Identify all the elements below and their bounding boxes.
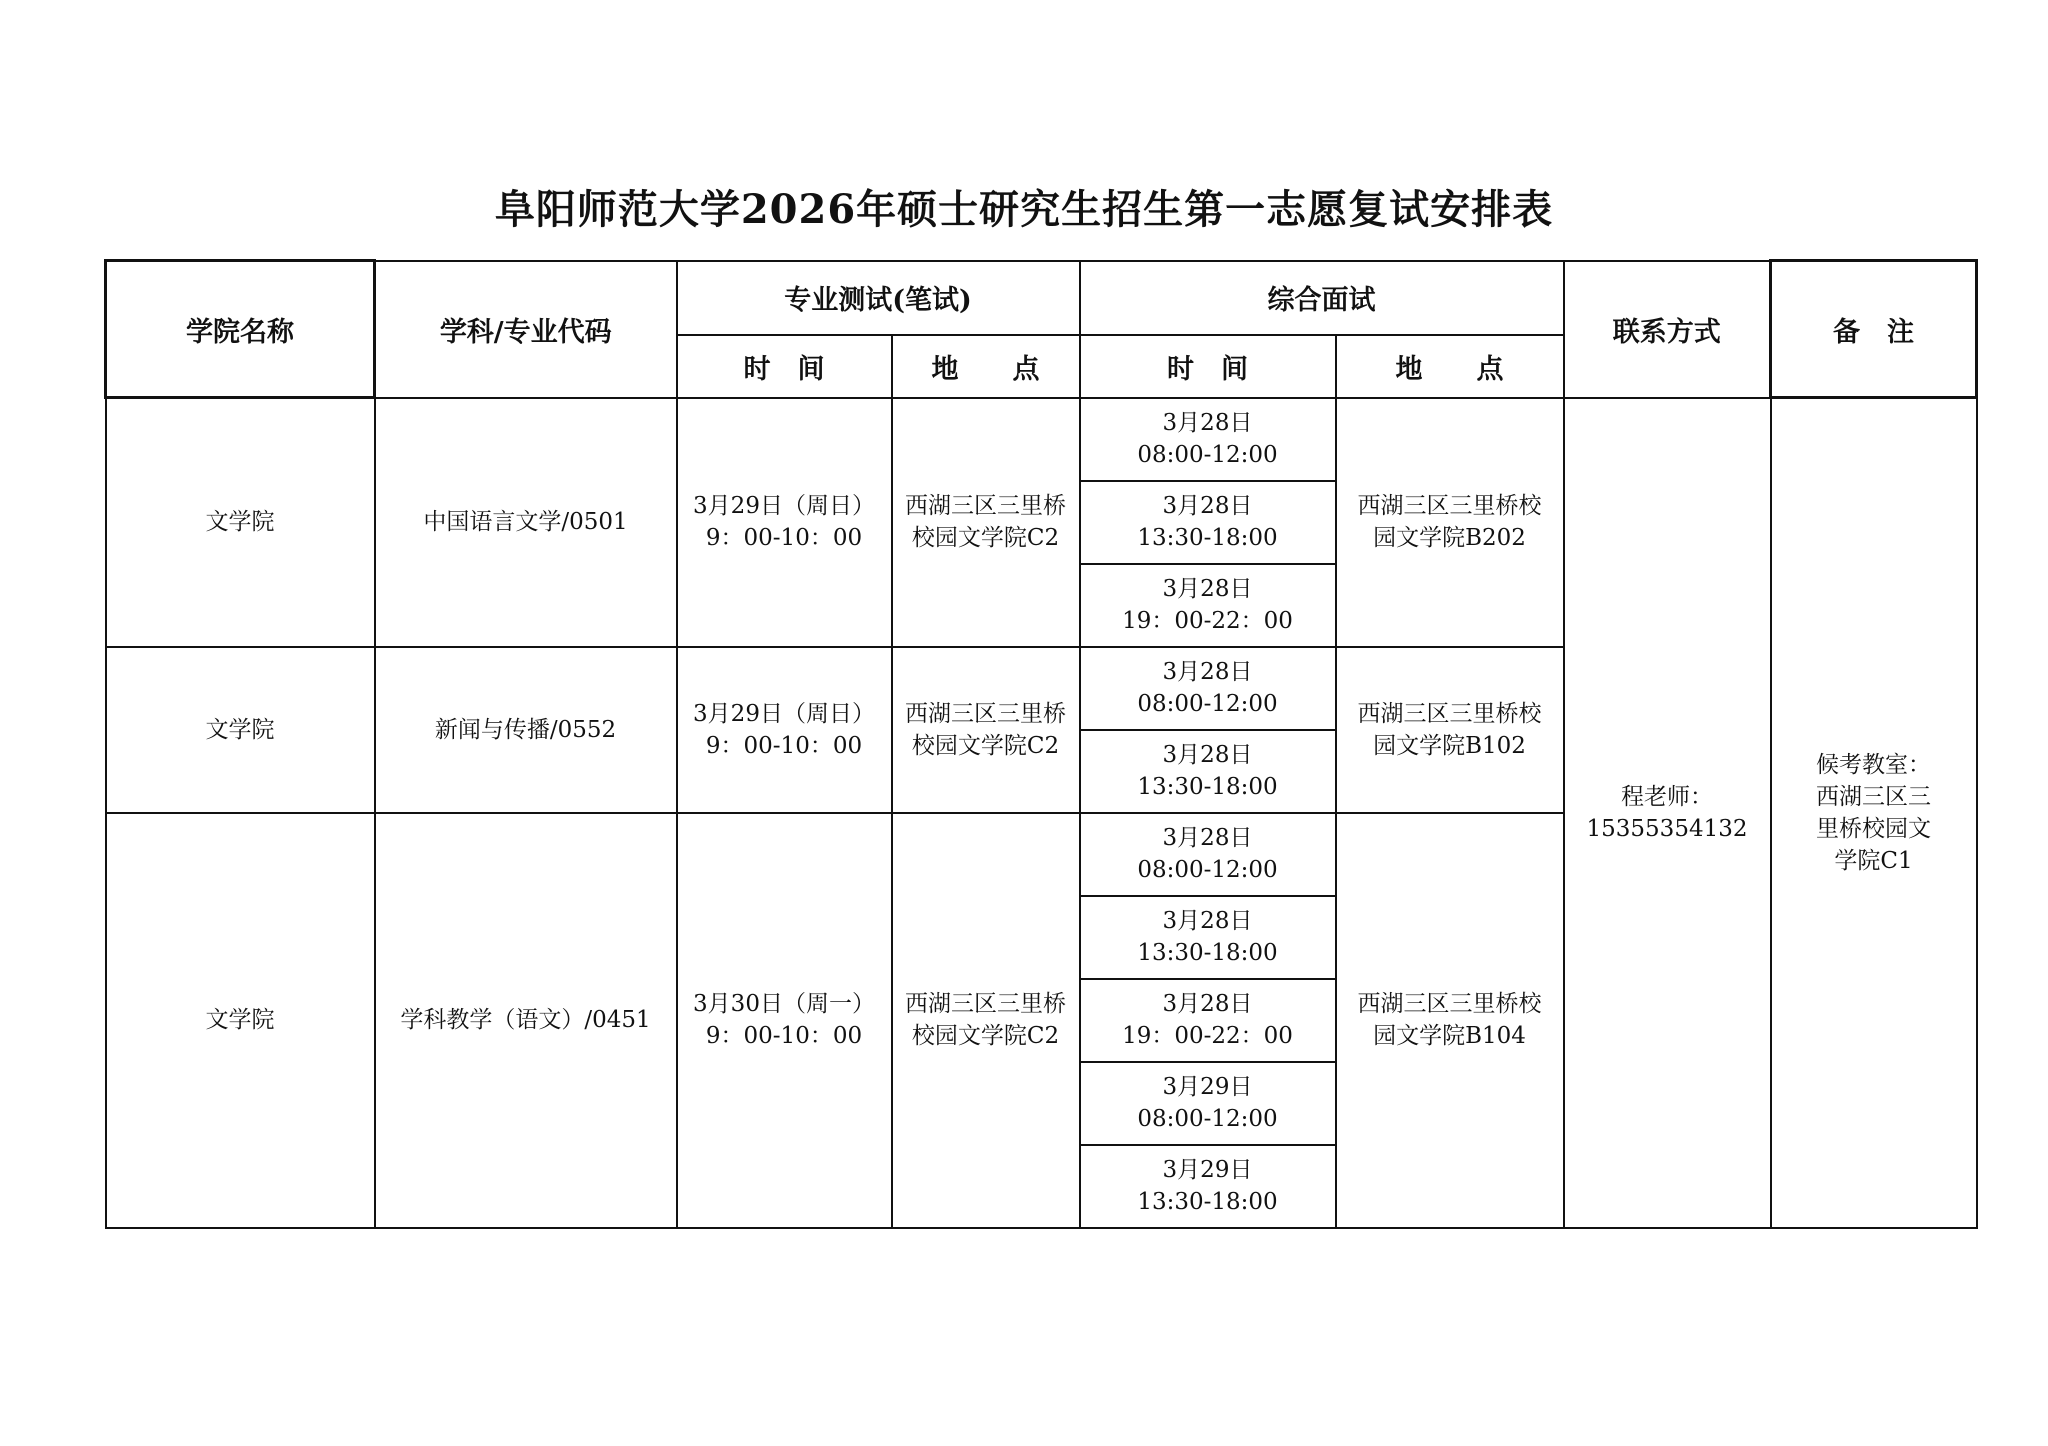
header-written-test: 专业测试(笔试) bbox=[677, 261, 1080, 335]
contact-phone: 15355354132 bbox=[1586, 815, 1748, 842]
written-time-cell bbox=[677, 813, 892, 1228]
interview-place-line: 园文学院B102 bbox=[1373, 732, 1526, 759]
interview-slot bbox=[1080, 979, 1336, 1062]
header-row-1 bbox=[106, 261, 1977, 335]
slot-date: 3月28日 bbox=[1162, 659, 1253, 685]
contact-cell bbox=[1564, 398, 1771, 1228]
note-line: 候考教室： bbox=[1816, 751, 1931, 778]
note-line: 学院C1 bbox=[1834, 847, 1913, 874]
slot-date: 3月28日 bbox=[1162, 410, 1253, 436]
interview-slot bbox=[1080, 730, 1336, 813]
slot-date: 3月28日 bbox=[1162, 742, 1253, 768]
interview-slot bbox=[1080, 647, 1336, 730]
slot-time: 13:30-18:00 bbox=[1137, 774, 1278, 800]
table-row bbox=[106, 398, 1977, 481]
slot-date: 3月29日 bbox=[1162, 1157, 1253, 1183]
written-place-line: 西湖三区三里桥 bbox=[905, 700, 1066, 727]
contact-name: 程老师： bbox=[1621, 783, 1713, 810]
slot-date: 3月28日 bbox=[1162, 991, 1253, 1017]
interview-place-line: 园文学院B202 bbox=[1373, 525, 1526, 551]
header-interview-time: 时 间 bbox=[1080, 335, 1336, 398]
slot-time: 08:00-12:00 bbox=[1137, 857, 1278, 883]
written-hours: 9：00-10：00 bbox=[705, 732, 863, 759]
slot-time: 08:00-12:00 bbox=[1137, 1106, 1278, 1132]
written-time-cell bbox=[677, 647, 892, 813]
header-major: 学科/专业代码 bbox=[375, 261, 677, 398]
written-place-line: 西湖三区三里桥 bbox=[905, 493, 1066, 519]
header-note: 备 注 bbox=[1771, 261, 1977, 398]
slot-time: 19：00-22：00 bbox=[1122, 1023, 1293, 1049]
slot-date: 3月28日 bbox=[1162, 908, 1253, 934]
written-place-cell bbox=[892, 647, 1080, 813]
header-college: 学院名称 bbox=[106, 261, 375, 398]
written-place-cell bbox=[892, 398, 1080, 647]
written-place-line: 校园文学院C2 bbox=[911, 732, 1060, 759]
page-title: 阜阳师范大学2026年硕士研究生招生第一志愿复试安排表 bbox=[494, 186, 1554, 233]
header-written-time: 时 间 bbox=[677, 335, 892, 398]
slot-time: 08:00-12:00 bbox=[1137, 691, 1278, 717]
slot-date: 3月28日 bbox=[1162, 576, 1253, 602]
interview-slot bbox=[1080, 481, 1336, 564]
written-date: 3月30日（周一） bbox=[693, 991, 875, 1017]
written-hours: 9：00-10：00 bbox=[705, 525, 863, 551]
interview-slot bbox=[1080, 1145, 1336, 1228]
written-place-line: 校园文学院C2 bbox=[911, 525, 1060, 551]
slot-date: 3月29日 bbox=[1162, 1074, 1253, 1100]
slot-time: 13:30-18:00 bbox=[1137, 1189, 1278, 1215]
slot-time: 13:30-18:00 bbox=[1137, 940, 1278, 966]
major-cell: 学科教学（语文）/0451 bbox=[375, 813, 677, 1228]
written-place-cell bbox=[892, 813, 1080, 1228]
written-date: 3月29日（周日） bbox=[693, 700, 875, 727]
college-cell: 文学院 bbox=[106, 398, 375, 647]
note-line: 里桥校园文 bbox=[1816, 815, 1931, 842]
interview-place-cell bbox=[1336, 398, 1564, 647]
slot-date: 3月28日 bbox=[1162, 493, 1253, 519]
header-written-place: 地 点 bbox=[892, 335, 1080, 398]
slot-time: 13:30-18:00 bbox=[1137, 525, 1278, 551]
header-interview-place: 地 点 bbox=[1336, 335, 1564, 398]
interview-slot bbox=[1080, 896, 1336, 979]
written-date: 3月29日（周日） bbox=[693, 493, 875, 519]
written-place-line: 西湖三区三里桥 bbox=[905, 991, 1066, 1017]
interview-place-line: 西湖三区三里桥校 bbox=[1357, 991, 1542, 1017]
interview-place-cell bbox=[1336, 647, 1564, 813]
note-cell bbox=[1771, 398, 1977, 1228]
college-cell: 文学院 bbox=[106, 647, 375, 813]
interview-place-line: 西湖三区三里桥校 bbox=[1357, 493, 1542, 519]
interview-slot bbox=[1080, 1062, 1336, 1145]
slot-time: 19：00-22：00 bbox=[1122, 608, 1293, 634]
slot-date: 3月28日 bbox=[1162, 825, 1253, 851]
college-cell: 文学院 bbox=[106, 813, 375, 1228]
interview-slot bbox=[1080, 813, 1336, 896]
schedule-table bbox=[104, 259, 1978, 1229]
interview-place-cell bbox=[1336, 813, 1564, 1228]
major-cell: 新闻与传播/0552 bbox=[375, 647, 677, 813]
written-hours: 9：00-10：00 bbox=[705, 1023, 863, 1049]
interview-place-line: 西湖三区三里桥校 bbox=[1357, 700, 1542, 727]
written-time-cell bbox=[677, 398, 892, 647]
header-interview: 综合面试 bbox=[1080, 261, 1564, 335]
major-cell: 中国语言文学/0501 bbox=[375, 398, 677, 647]
interview-slot bbox=[1080, 398, 1336, 481]
interview-place-line: 园文学院B104 bbox=[1373, 1023, 1526, 1049]
slot-time: 08:00-12:00 bbox=[1137, 442, 1278, 468]
note-line: 西湖三区三 bbox=[1816, 783, 1931, 810]
written-place-line: 校园文学院C2 bbox=[911, 1023, 1060, 1049]
header-contact: 联系方式 bbox=[1564, 261, 1771, 398]
interview-slot bbox=[1080, 564, 1336, 647]
